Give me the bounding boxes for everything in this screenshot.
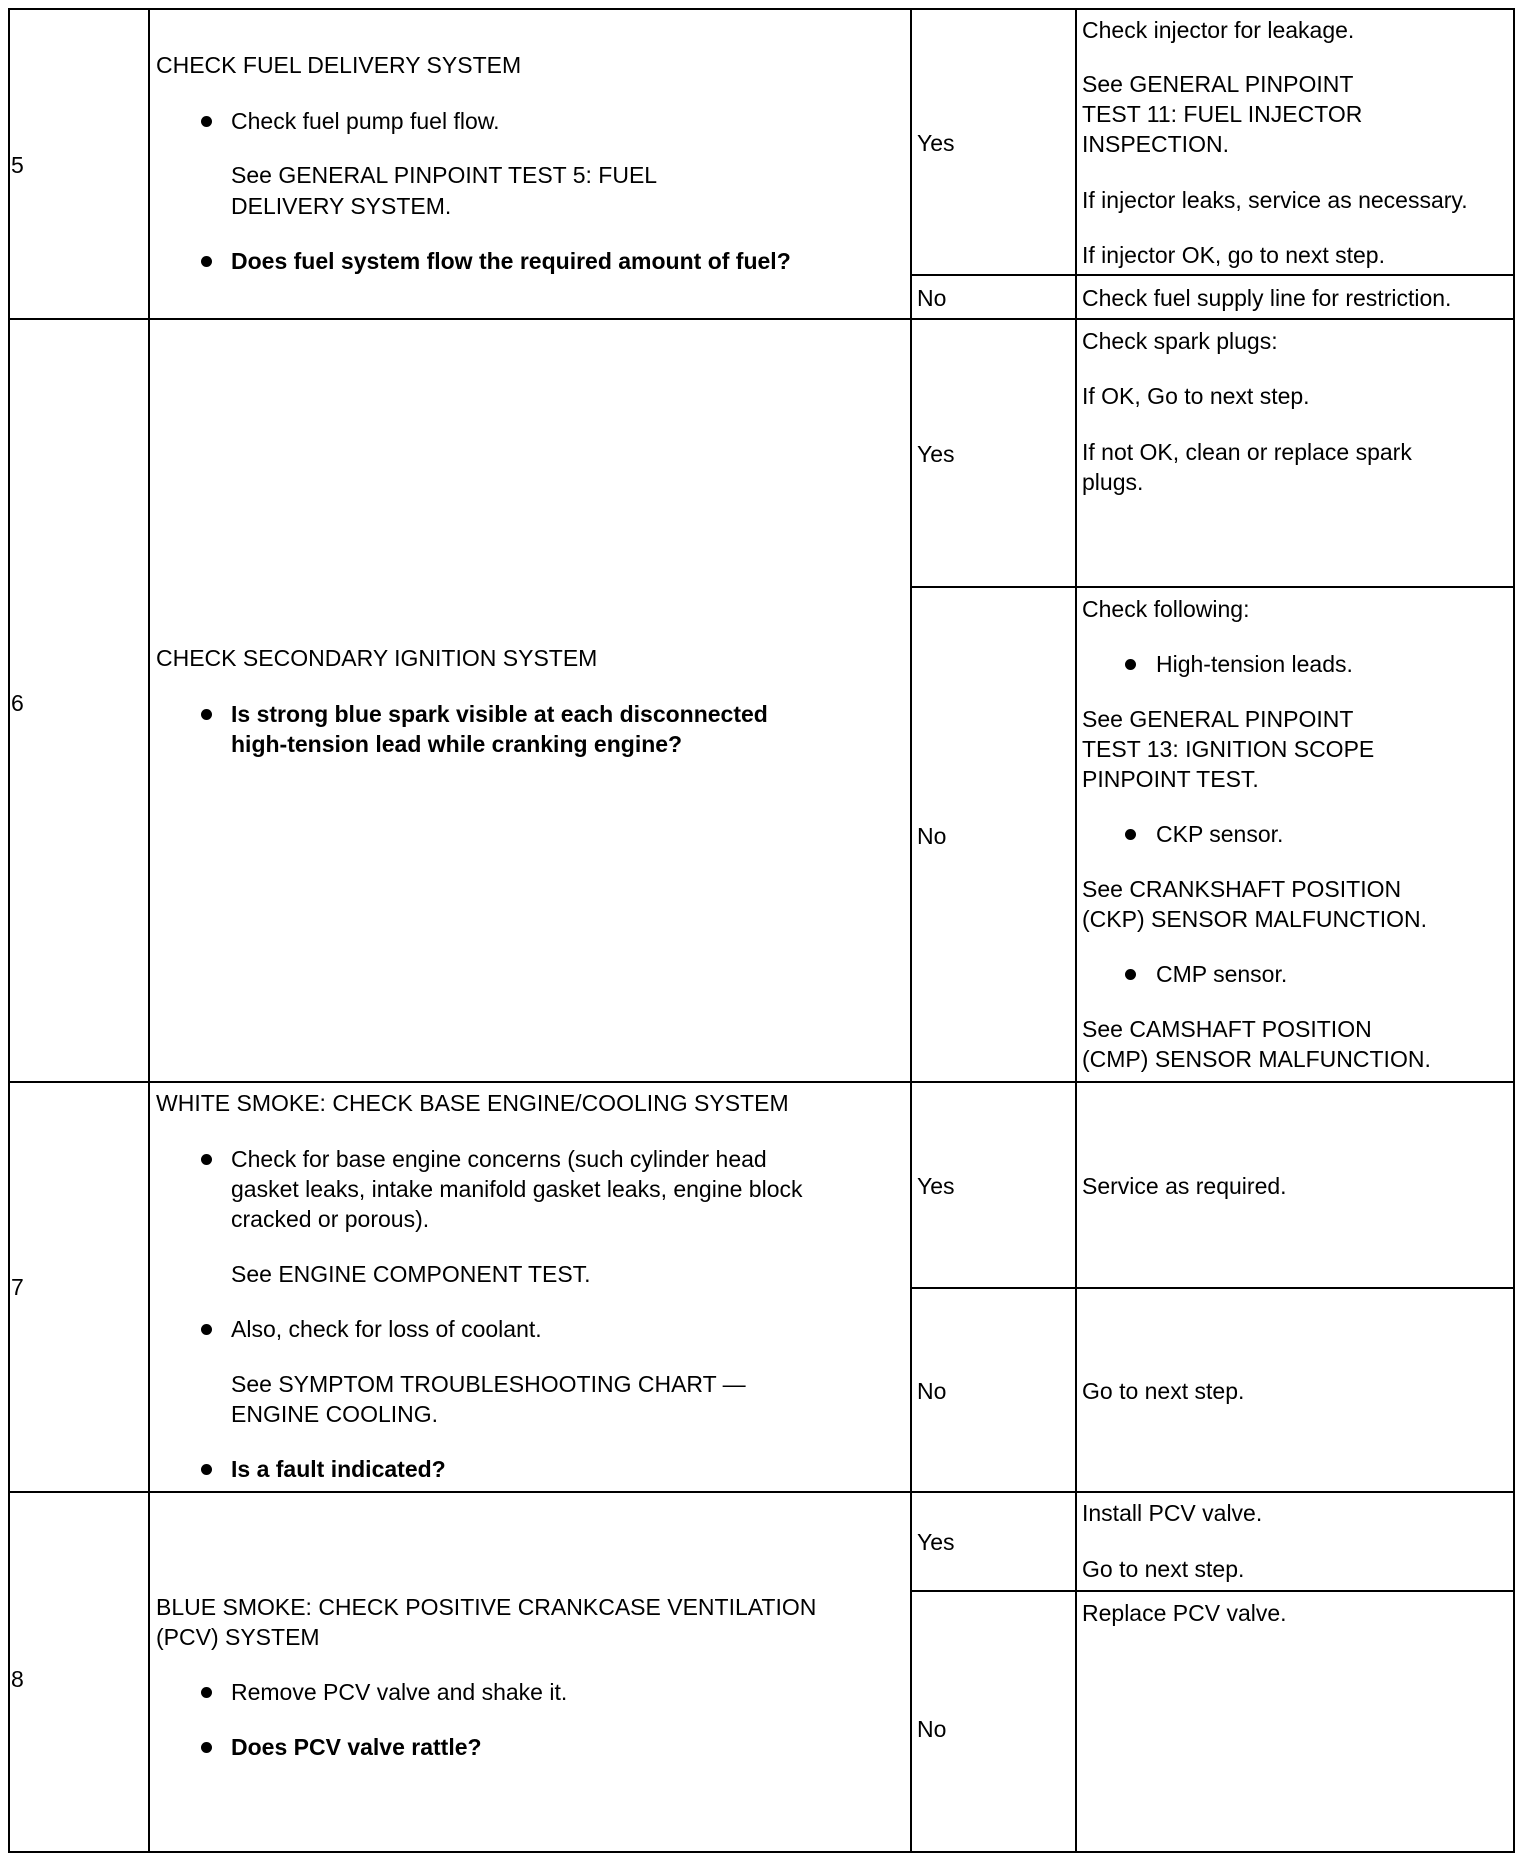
test-instruction: Check for base engine concerns (such cylinder head xyxy=(231,1146,767,1172)
step-number: 7 xyxy=(11,1274,24,1300)
column-divider-step xyxy=(148,8,150,1853)
see-reference: See CAMSHAFT POSITION xyxy=(1082,1016,1372,1042)
no-result: Check fuel supply line for restriction. xyxy=(1082,285,1452,311)
see-reference: ENGINE COOLING. xyxy=(231,1401,439,1427)
no-result: Go to next step. xyxy=(1082,1378,1245,1404)
yes-result: If not OK, clean or replace spark xyxy=(1082,439,1412,465)
see-reference: See GENERAL PINPOINT TEST 5: FUEL xyxy=(231,162,658,188)
bullet-icon xyxy=(1125,829,1136,840)
test-instruction: gasket leaks, intake manifold gasket leaks, engine block xyxy=(231,1176,803,1202)
no-label: No xyxy=(917,1378,947,1404)
step-number: 6 xyxy=(11,690,24,716)
no-result: Replace PCV valve. xyxy=(1082,1600,1287,1626)
yes-result: If injector OK, go to next step. xyxy=(1082,242,1385,268)
step-number: 5 xyxy=(11,152,24,178)
see-reference: See SYMPTOM TROUBLESHOOTING CHART — xyxy=(231,1371,746,1397)
yes-result: plugs. xyxy=(1082,469,1144,495)
test-title: CHECK SECONDARY IGNITION SYSTEM xyxy=(156,645,598,671)
test-instruction: Check fuel pump fuel flow. xyxy=(231,108,500,134)
bullet-icon xyxy=(201,116,212,127)
test-instruction: cracked or porous). xyxy=(231,1206,430,1232)
see-reference: PINPOINT TEST. xyxy=(1082,766,1259,792)
yes-result: See GENERAL PINPOINT xyxy=(1082,71,1354,97)
see-reference: (CKP) SENSOR MALFUNCTION. xyxy=(1082,906,1428,932)
table-border-right xyxy=(1513,8,1515,1853)
no-result-item: CKP sensor. xyxy=(1156,821,1284,847)
bullet-icon xyxy=(201,1324,212,1335)
no-label: No xyxy=(917,1716,947,1742)
yes-no-divider-7 xyxy=(910,1287,1515,1289)
no-result-item: High-tension leads. xyxy=(1156,651,1353,677)
yes-no-divider-5 xyxy=(910,274,1515,276)
see-reference: See GENERAL PINPOINT xyxy=(1082,706,1354,732)
row-divider-6-7 xyxy=(8,1081,1515,1083)
bullet-icon xyxy=(201,1464,212,1475)
yes-no-divider-6 xyxy=(910,586,1515,588)
yes-no-divider-8 xyxy=(910,1590,1515,1592)
test-question: high-tension lead while cranking engine? xyxy=(231,731,683,757)
test-question: Does PCV valve rattle? xyxy=(231,1734,482,1760)
see-reference: TEST 13: IGNITION SCOPE xyxy=(1082,736,1375,762)
yes-result: Check injector for leakage. xyxy=(1082,17,1355,43)
table-border-bottom xyxy=(8,1851,1515,1853)
bullet-icon xyxy=(201,256,212,267)
table-border-left xyxy=(8,8,10,1853)
no-label: No xyxy=(917,285,947,311)
bullet-icon xyxy=(1125,969,1136,980)
yes-result: TEST 11: FUEL INJECTOR xyxy=(1082,101,1363,127)
row-divider-5-6 xyxy=(8,318,1515,320)
test-instruction: Remove PCV valve and shake it. xyxy=(231,1679,568,1705)
no-label: No xyxy=(917,823,947,849)
see-reference: (CMP) SENSOR MALFUNCTION. xyxy=(1082,1046,1431,1072)
yes-result: INSPECTION. xyxy=(1082,131,1229,157)
bullet-icon xyxy=(201,1742,212,1753)
bullet-icon xyxy=(1125,659,1136,670)
column-divider-result xyxy=(1075,8,1077,1853)
yes-result: If OK, Go to next step. xyxy=(1082,383,1310,409)
test-title: WHITE SMOKE: CHECK BASE ENGINE/COOLING SYSTEM xyxy=(156,1090,789,1116)
see-reference: See CRANKSHAFT POSITION xyxy=(1082,876,1402,902)
yes-label: Yes xyxy=(917,130,955,156)
test-title: BLUE SMOKE: CHECK POSITIVE CRANKCASE VENTILATION xyxy=(156,1594,817,1620)
column-divider-test xyxy=(910,8,912,1853)
no-result-intro: Check following: xyxy=(1082,596,1250,622)
test-question: Does fuel system flow the required amount of fuel? xyxy=(231,248,791,274)
bullet-icon xyxy=(201,1687,212,1698)
test-title: CHECK FUEL DELIVERY SYSTEM xyxy=(156,52,522,78)
yes-result: Go to next step. xyxy=(1082,1556,1245,1582)
yes-label: Yes xyxy=(917,1173,955,1199)
yes-result: Service as required. xyxy=(1082,1173,1287,1199)
yes-label: Yes xyxy=(917,1529,955,1555)
row-divider-7-8 xyxy=(8,1491,1515,1493)
test-question: Is strong blue spark visible at each disconnected xyxy=(231,701,768,727)
yes-result: Install PCV valve. xyxy=(1082,1500,1263,1526)
see-reference: DELIVERY SYSTEM. xyxy=(231,193,452,219)
test-question: Is a fault indicated? xyxy=(231,1456,446,1482)
see-reference: See ENGINE COMPONENT TEST. xyxy=(231,1261,591,1287)
test-instruction: Also, check for loss of coolant. xyxy=(231,1316,542,1342)
yes-label: Yes xyxy=(917,441,955,467)
table-border-top xyxy=(8,8,1515,10)
test-title: (PCV) SYSTEM xyxy=(156,1624,320,1650)
bullet-icon xyxy=(201,709,212,720)
bullet-icon xyxy=(201,1154,212,1165)
yes-result: If injector leaks, service as necessary. xyxy=(1082,187,1468,213)
no-result-item: CMP sensor. xyxy=(1156,961,1288,987)
yes-result: Check spark plugs: xyxy=(1082,328,1278,354)
step-number: 8 xyxy=(11,1666,24,1692)
